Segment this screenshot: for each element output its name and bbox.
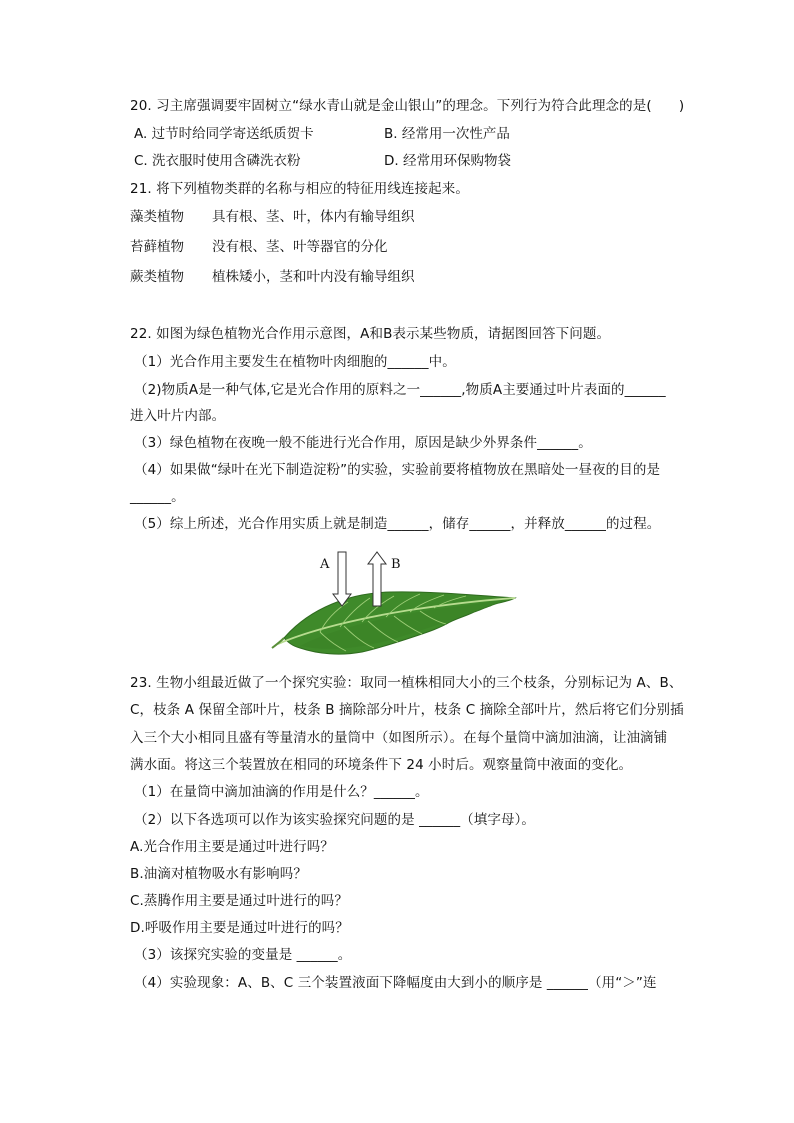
- q20-option-a: A. 过节时给同学寄送纸质贺卡: [134, 126, 314, 142]
- arrow-a-down: [333, 552, 351, 606]
- q21-feature-2: 没有根、茎、叶等器官的分化: [212, 239, 388, 255]
- q20-option-c: C. 洗衣服时使用含磷洗衣粉: [134, 153, 301, 169]
- q23-choice-c: C.蒸腾作用主要是通过叶进行的吗？: [130, 893, 348, 909]
- q20-stem: 20. 习主席强调要牢固树立“绿水青山就是金山银山”的理念。下列行为符合此理念的是( ): [130, 98, 685, 114]
- q23-part-1: （1）在量筒中滴加油滴的作用是什么？______。: [134, 784, 429, 800]
- q22-part-2: （2)物质A是一种气体,它是光合作用的原料之一______,物质A主要通过叶片表面的______: [134, 382, 666, 398]
- q23-choice-b: B.油滴对植物吸水有影响吗？: [130, 866, 307, 882]
- q21-feature-1: 具有根、茎、叶，体内有输导组织: [212, 209, 415, 225]
- q22-part-4: （4）如果做“绿叶在光下制造淀粉”的实验，实验前要将植物放在黑暗处一昼夜的目的是: [134, 462, 661, 478]
- q22-part-5: （5）综上所述，光合作用实质上就是制造______，储存______，并释放______的过程。: [134, 516, 661, 532]
- q23-stem-line-1: 23. 生物小组最近做了一个探究实验：取同一植株相同大小的三个枝条，分别标记为 A、B、: [130, 675, 683, 691]
- q22-stem: 22. 如图为绿色植物光合作用示意图，A和B表示某些物质，请据图回答下问题。: [130, 326, 611, 342]
- q23-stem-line-4: 满水面。将这三个装置放在相同的环境条件下 24 小时后。观察量筒中液面的变化。: [130, 757, 633, 773]
- q23-stem-line-3: 入三个大小相同且盛有等量清水的量筒中（如图所示）。在每个量筒中滴加油滴，让油滴铺: [130, 730, 668, 746]
- q21-plant-1: 藻类植物: [130, 209, 184, 225]
- q22-part-1: （1）光合作用主要发生在植物叶肉细胞的______中。: [134, 354, 456, 370]
- q22-part-2-cont: 进入叶片内部。: [130, 408, 226, 424]
- label-b: B: [391, 557, 401, 572]
- q20-option-b: B. 经常用一次性产品: [384, 126, 510, 142]
- label-a: A: [320, 557, 330, 572]
- q21-feature-3: 植株矮小，茎和叶内没有输导组织: [212, 269, 415, 285]
- q23-choice-d: D.呼吸作用主要是通过叶进行的吗？: [130, 920, 349, 936]
- q22-part-3: （3）绿色植物在夜晚一般不能进行光合作用，原因是缺少外界条件______。: [134, 435, 592, 451]
- q22-part-4-cont: ______。: [130, 489, 185, 505]
- q23-part-3: （3）该探究实验的变量是 ______。: [134, 947, 352, 963]
- q23-part-2: （2）以下各选项可以作为该实验探究问题的是 ______（填字母）。: [134, 812, 536, 828]
- q23-stem-line-2: C，枝条 A 保留全部叶片，枝条 B 摘除部分叶片，枝条 C 摘除全部叶片，然后将它们分别插: [130, 702, 684, 718]
- photosynthesis-figure: [270, 548, 530, 673]
- q23-choice-a: A.光合作用主要是通过叶进行吗？: [130, 839, 334, 855]
- q20-option-d: D. 经常用环保购物袋: [384, 153, 511, 169]
- q21-stem: 21. 将下列植物类群的名称与相应的特征用线连接起来。: [130, 181, 469, 197]
- q21-plant-3: 蕨类植物: [130, 269, 184, 285]
- q23-part-4: （4）实验现象：A、B、C 三个装置液面下降幅度由大到小的顺序是 ______（用“＞”连: [134, 975, 657, 991]
- q21-plant-2: 苔藓植物: [130, 239, 184, 255]
